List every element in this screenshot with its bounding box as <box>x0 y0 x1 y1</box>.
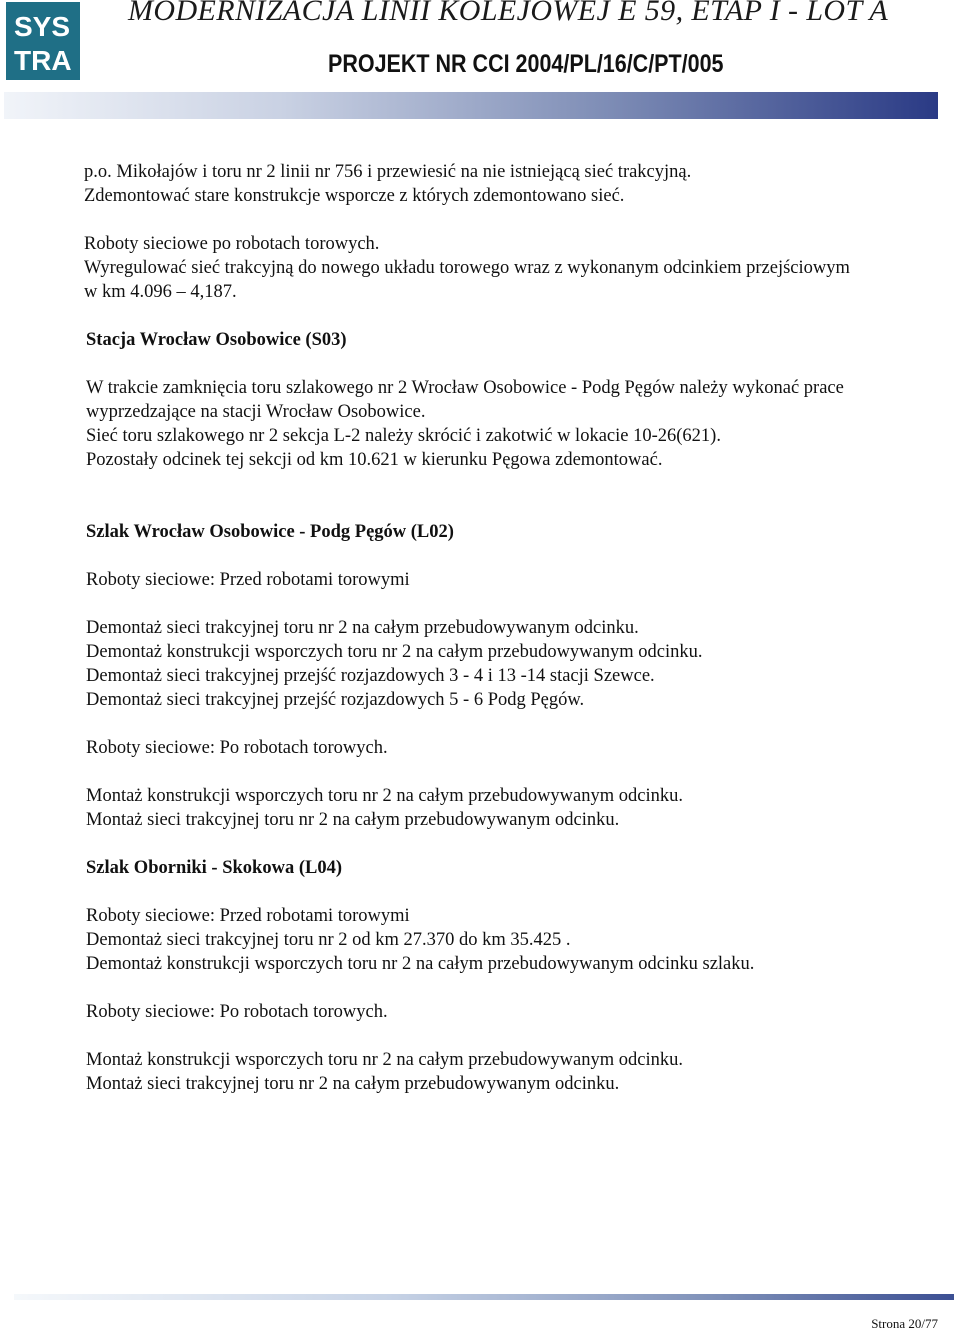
project-number: PROJEKT NR CCI 2004/PL/16/C/PT/005 <box>328 50 724 78</box>
subheading: Roboty sieciowe: Przed robotami torowymi <box>86 570 410 590</box>
section-heading-s03: Stacja Wrocław Osobowice (S03) <box>86 330 347 350</box>
section-heading-l04: Szlak Oborniki - Skokowa (L04) <box>86 858 342 878</box>
body-line: Demontaż konstrukcji wsporczych toru nr 2 na całym przebudowywanym odcinku szlaku. <box>86 954 755 974</box>
body-line: Roboty sieciowe po robotach torowych. <box>84 234 380 254</box>
logo-text-top: SYS <box>14 11 71 42</box>
subheading: Roboty sieciowe: Przed robotami torowymi <box>86 906 410 926</box>
body-line: p.o. Mikołajów i toru nr 2 linii nr 756 i przewiesić na nie istniejącą sieć trakcyjną. <box>84 162 692 182</box>
body-line: Montaż konstrukcji wsporczych toru nr 2 na całym przebudowywanym odcinku. <box>86 1050 683 1070</box>
body-line: W trakcie zamknięcia toru szlakowego nr 2 Wrocław Osobowice - Podg Pęgów należy wykonać prace <box>86 378 844 398</box>
page-number: Strona 20/77 <box>871 1316 938 1331</box>
body-line: Sieć toru szlakowego nr 2 sekcja L-2 należy skrócić i zakotwić w lokacie 10-26(621). <box>86 426 721 446</box>
body-line: wyprzedzające na stacji Wrocław Osobowice. <box>86 402 426 422</box>
document-title: MODERNIZACJA LINII KOLEJOWEJ E 59, ETAP I - LOT A <box>128 0 889 27</box>
logo-text-bottom: TRA <box>14 45 72 76</box>
body-line: Demontaż konstrukcji wsporczych toru nr 2 na całym przebudowywanym odcinku. <box>86 642 703 662</box>
body-line: Demontaż sieci trakcyjnej przejść rozjazdowych 5 - 6 Podg Pęgów. <box>86 690 585 710</box>
header-gradient-bar <box>4 92 938 119</box>
body-line: Demontaż sieci trakcyjnej toru nr 2 na całym przebudowywanym odcinku. <box>86 618 639 638</box>
body-line: Montaż sieci trakcyjnej toru nr 2 na całym przebudowywanym odcinku. <box>86 1074 620 1094</box>
body-line: Demontaż sieci trakcyjnej toru nr 2 od km 27.370 do km 35.425 . <box>86 930 571 950</box>
body-line: Pozostały odcinek tej sekcji od km 10.621 w kierunku Pęgowa zdemontować. <box>86 450 663 470</box>
body-line: w km 4.096 – 4,187. <box>84 282 237 302</box>
body-line: Zdemontować stare konstrukcje wsporcze z których zdemontowano sieć. <box>84 186 625 206</box>
section-heading-l02: Szlak Wrocław Osobowice - Podg Pęgów (L02) <box>86 522 454 542</box>
systra-logo <box>6 2 80 80</box>
body-line: Demontaż sieci trakcyjnej przejść rozjazdowych 3 - 4 i 13 -14 stacji Szewce. <box>86 666 655 686</box>
body-line: Montaż konstrukcji wsporczych toru nr 2 na całym przebudowywanym odcinku. <box>86 786 683 806</box>
subheading: Roboty sieciowe: Po robotach torowych. <box>86 1002 388 1022</box>
document-body <box>84 160 960 1096</box>
subheading: Roboty sieciowe: Po robotach torowych. <box>86 738 388 758</box>
footer-gradient-bar <box>14 1294 954 1300</box>
body-line: Wyregulować sieć trakcyjną do nowego układu torowego wraz z wykonanym odcinkiem przejściowym <box>84 258 850 278</box>
body-line: Montaż sieci trakcyjnej toru nr 2 na całym przebudowywanym odcinku. <box>86 810 620 830</box>
